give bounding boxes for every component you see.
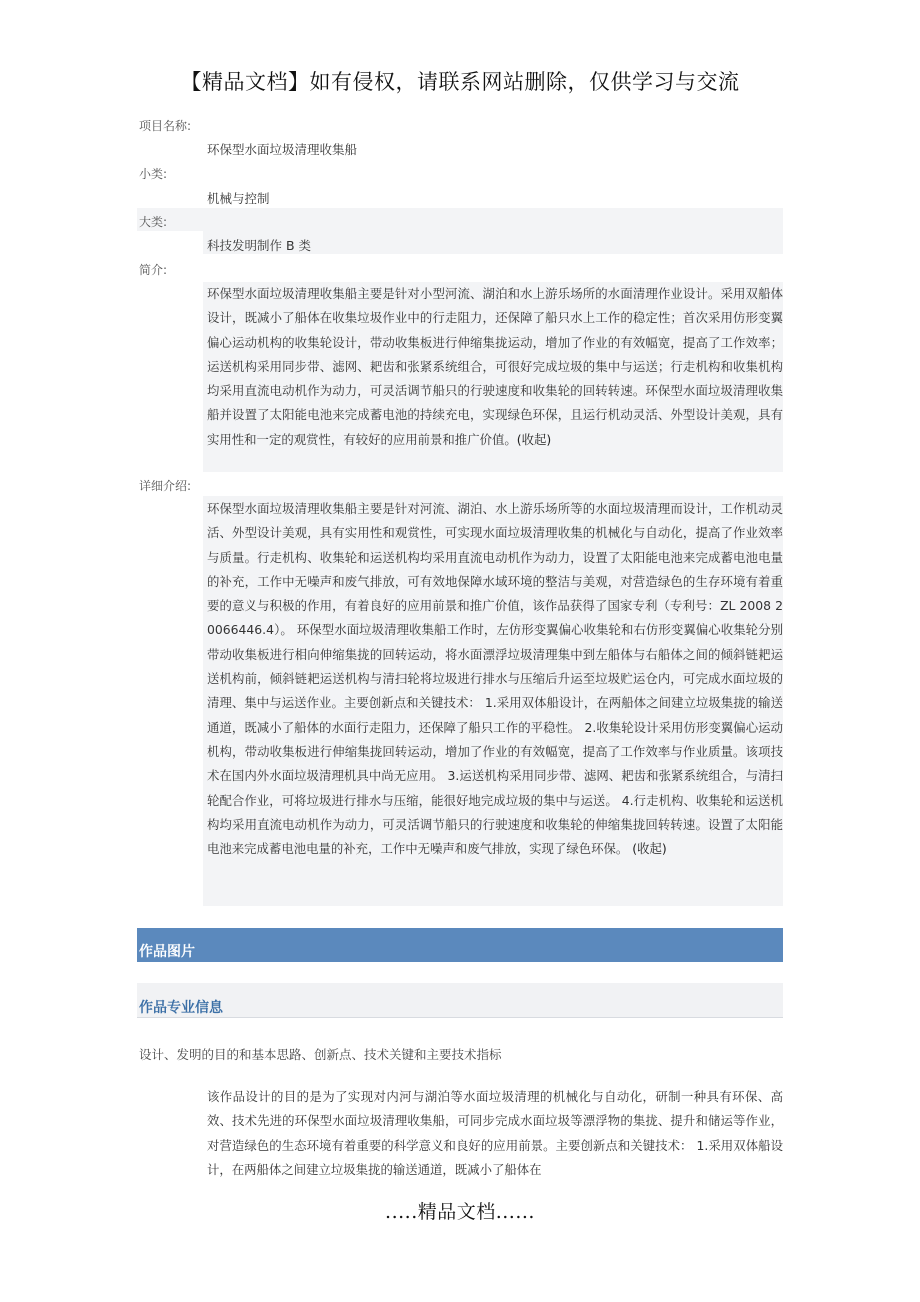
photos-section-header [137, 928, 783, 962]
info-subheading: 设计、发明的目的和基本思路、创新点、技术关键和主要技术指标 [139, 1047, 502, 1062]
summary-label: 简介: [139, 263, 168, 277]
subcategory-label: 小类: [139, 167, 168, 181]
detail-collapse-link[interactable]: (收起) [632, 841, 667, 857]
category-label-row-bg [137, 208, 783, 231]
detail-body: 环保型水面垃圾清理收集船主要是针对河流、湖泊、水上游乐场所等的水面垃圾清理而设计，工作机动灵活、外型设计美观，具有实用性和观赏性，可实现水面垃圾清理收集的机械化与自动化，提高了作业效率与质量。行走机构、收集轮和运送机构均采用直流电动机作为动力，设置了太阳能电池来完成蓄电池电量的补充，工作中无噪声和废气排放，可有效地保障水域环境的整洁与美观，对营造绿色的生存环境有着重要的意义与积极的作用，有着良好的应用前景和推广价值，该作品获得了国家专利（专利号：ZL 2008 2 0066446.4）。 环保型水面垃圾清理收集船工作时，左仿形变翼偏心收集轮和右仿形变翼偏心收集轮分别带动收集板进行相向伸缩集拢的回转运动，将水面漂浮垃圾清理集中到左船体与右船体之间的倾斜链耙运送机构前，倾斜链耙运送机构与清扫轮将垃圾进行排水与压缩后升运至垃圾贮运仓内，可完成水面垃圾的清理、集中与运送作业。主要创新点和关键技术： 1.采用双体船设计，在两船体之间建立垃圾集拢的输送通道，既减小了船体的水面行走阻力，还保障了船只工作的平稳性。 2.收集轮设计采用仿形变翼偏心运动机构，带动收集板进行伸缩集拢回转运动，增加了作业的有效幅宽，提高了工作效率与作业质量。该项技术在国内外水面垃圾清理机具中尚无应用。 3.运送机构采用同步带、滤网、耙齿和张紧系统组合，与清扫轮配合作业，可将垃圾进行排水与压缩，能很好地完成垃圾的集中与运送。 4.行走机构、收集轮和运送机构均采用直流电动机作为动力，可灵活调节船只的行驶速度和收集轮的伸缩集拢回转转速。设置了太阳能电池来完成蓄电池电量的补充，工作中无噪声和废气排放，实现了绿色环保。 [207, 501, 783, 857]
photos-section-title: 作品图片 [139, 944, 195, 960]
subcategory-value: 机械与控制 [207, 191, 270, 206]
project-name-value: 环保型水面垃圾清理收集船 [207, 142, 358, 157]
project-name-label: 项目名称: [139, 119, 192, 133]
category-label: 大类: [139, 215, 168, 229]
footer-watermark: .....精品文档...... [385, 1201, 535, 1223]
summary-body: 环保型水面垃圾清理收集船主要是针对小型河流、湖泊和水上游乐场所的水面清理作业设计。采用双船体设计，既减小了船体在收集垃圾作业中的行走阻力，还保障了船只水上工作的稳定性；首次采用仿形变翼偏心运动机构的收集轮设计，带动收集板进行伸缩集拢运动，增加了作业的有效幅宽，提高了工作效率；运送机构采用同步带、滤网、耙齿和张紧系统组合，可很好完成垃圾的集中与运送；行走机构和收集机构均采用直流电动机作为动力，可灵活调节船只的行驶速度和收集轮的回转转速。环保型水面垃圾清理收集船并设置了太阳能电池来完成蓄电池的持续充电，实现绿色环保，且运行机动灵活、外型设计美观，具有实用性和一定的观赏性，有较好的应用前景和推广价值。 [207, 286, 783, 447]
info-text: 该作品设计的目的是为了实现对内河与湖泊等水面垃圾清理的机械化与自动化，研制一种具有环保、高效、技术先进的环保型水面垃圾清理收集船，可同步完成水面垃圾等漂浮物的集拢、提升和储运等作业，对营造绿色的生态环境有着重要的科学意义和良好的应用前景。主要创新点和关键技术： 1.采用双体船设计，在两船体之间建立垃圾集拢的输送通道，既减小了船体在 [207, 1089, 783, 1177]
info-section-header [137, 983, 783, 1018]
info-section-title: 作品专业信息 [139, 1000, 223, 1016]
detail-text [207, 497, 783, 861]
header-watermark: 【精品文档】如有侵权，请联系网站删除，仅供学习与交流 [180, 70, 740, 94]
summary-collapse-link[interactable]: (收起) [516, 431, 552, 447]
category-value: 科技发明制作 B 类 [207, 238, 312, 253]
detail-label: 详细介绍: [139, 479, 192, 493]
summary-text [207, 282, 783, 452]
